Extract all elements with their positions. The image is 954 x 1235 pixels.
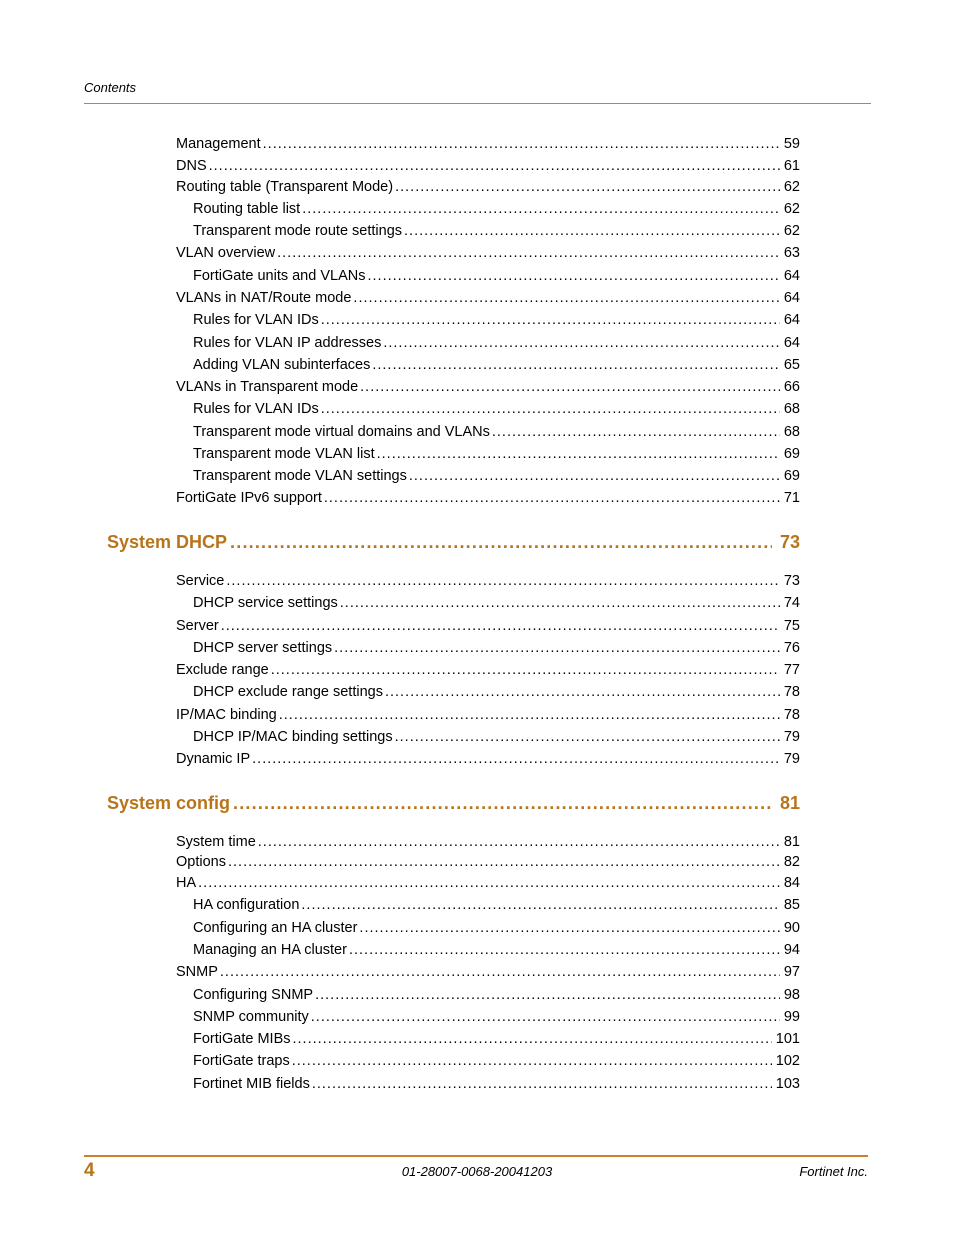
- toc-entry[interactable]: [176, 963, 800, 981]
- toc-entry[interactable]: [193, 1008, 800, 1026]
- toc-entry-page: 64: [783, 268, 800, 284]
- toc-entry-title: System config: [107, 793, 231, 813]
- toc-entry-title: DNS: [176, 158, 207, 174]
- toc-entry-title: Management: [176, 136, 261, 152]
- toc-entry-title: Rules for VLAN IP addresses: [193, 335, 382, 351]
- toc-entry[interactable]: [176, 572, 800, 590]
- toc-entry-title: VLANs in Transparent mode: [176, 379, 359, 395]
- toc-entry-title: Managing an HA cluster: [193, 942, 347, 958]
- toc-entry-page: 97: [783, 964, 800, 980]
- toc-entry-page: 101: [775, 1031, 800, 1047]
- toc-entry-page: 62: [783, 179, 800, 195]
- toc-entry[interactable]: [193, 467, 800, 485]
- toc-entry-page: 84: [783, 875, 800, 891]
- toc-entry-page: 81: [783, 834, 800, 850]
- toc-entry-page: 85: [783, 897, 800, 913]
- toc-entry[interactable]: [193, 639, 800, 657]
- toc-leader-dots: [302, 200, 780, 218]
- toc-entry-title: Routing table list: [193, 201, 301, 217]
- toc-entry-page: 71: [783, 490, 800, 506]
- toc-leader-dots: [226, 572, 780, 590]
- toc-leader-dots: [409, 467, 780, 485]
- toc-entry-page: 79: [783, 729, 800, 745]
- toc-leader-dots: [349, 941, 780, 959]
- toc-entry-title: IP/MAC binding: [176, 707, 277, 723]
- page-number: 4: [84, 1160, 95, 1181]
- toc-leader-dots: [395, 178, 780, 196]
- toc-entry[interactable]: [193, 400, 800, 418]
- toc-entry-title: System DHCP: [107, 532, 228, 552]
- toc-entry-page: 66: [783, 379, 800, 395]
- toc-leader-dots: [324, 489, 780, 507]
- toc-entry[interactable]: [193, 334, 800, 352]
- document-id: 01-28007-0068-20041203: [401, 1164, 553, 1179]
- toc-entry-page: 64: [783, 335, 800, 351]
- toc-leader-dots: [340, 594, 780, 612]
- toc-entry-page: 73: [783, 573, 800, 589]
- toc-entry-page: 103: [775, 1076, 800, 1092]
- toc-entry[interactable]: [193, 445, 800, 463]
- toc-entry-title: FortiGate traps: [193, 1053, 290, 1069]
- toc-entry[interactable]: [193, 356, 800, 374]
- toc-leader-dots: [372, 356, 780, 374]
- toc-entry-page: 79: [783, 751, 800, 767]
- toc-entry-page: 75: [783, 618, 800, 634]
- toc-entry-title: DHCP server settings: [193, 640, 333, 656]
- toc-entry-page: 81: [779, 793, 800, 813]
- toc-entry-page: 68: [783, 401, 800, 417]
- toc-leader-dots: [492, 423, 780, 441]
- toc-entry[interactable]: [176, 661, 800, 679]
- toc-entry-page: 69: [783, 446, 800, 462]
- toc-entry-title: DHCP service settings: [193, 595, 338, 611]
- toc-leader-dots: [220, 963, 780, 981]
- footer-divider: [84, 1155, 868, 1157]
- toc-entry-page: 98: [783, 987, 800, 1003]
- toc-entry[interactable]: [176, 289, 800, 307]
- toc-entry-title: Fortinet MIB fields: [193, 1076, 310, 1092]
- toc-entry-title: Transparent mode virtual domains and VLANs: [193, 424, 490, 440]
- toc-entry[interactable]: [176, 489, 800, 507]
- toc-leader-dots: [334, 639, 780, 657]
- toc-leader-dots: [292, 1052, 772, 1070]
- toc-entry-title: Transparent mode VLAN settings: [193, 468, 407, 484]
- toc-leader-dots: [315, 986, 780, 1004]
- toc-leader-dots: [209, 157, 780, 175]
- toc-leader-dots: [359, 919, 779, 937]
- toc-entry[interactable]: [176, 157, 800, 175]
- toc-leader-dots: [263, 135, 780, 153]
- toc-entry[interactable]: [176, 135, 800, 153]
- toc-entry-title: Configuring SNMP: [193, 987, 314, 1003]
- toc-entry-page: 62: [783, 223, 800, 239]
- toc-leader-dots: [279, 706, 780, 724]
- toc-entry[interactable]: [176, 178, 800, 196]
- toc-leader-dots: [198, 874, 780, 892]
- toc-entry-title: HA configuration: [193, 897, 300, 913]
- toc-entry-title: SNMP community: [193, 1009, 309, 1025]
- toc-entry-page: 59: [783, 136, 800, 152]
- toc-entry-title: VLANs in NAT/Route mode: [176, 290, 352, 306]
- toc-entry[interactable]: [193, 267, 800, 285]
- toc-leader-dots: [321, 400, 780, 418]
- toc-entry-title: DHCP IP/MAC binding settings: [193, 729, 393, 745]
- toc-leader-dots: [367, 267, 779, 285]
- toc-entry[interactable]: [176, 874, 800, 892]
- toc-entry-page: 76: [783, 640, 800, 656]
- toc-entry[interactable]: [193, 311, 800, 329]
- toc-leader-dots: [360, 378, 780, 396]
- toc-entry-title: DHCP exclude range settings: [193, 684, 383, 700]
- toc-entry-title: FortiGate MIBs: [193, 1031, 291, 1047]
- toc-entry[interactable]: [176, 853, 800, 871]
- toc-entry[interactable]: [193, 728, 800, 746]
- toc-entry[interactable]: [193, 941, 800, 959]
- toc-leader-dots: [233, 792, 772, 814]
- toc-entry-title: Exclude range: [176, 662, 269, 678]
- toc-leader-dots: [385, 683, 780, 701]
- toc-entry-title: FortiGate IPv6 support: [176, 490, 322, 506]
- toc-leader-dots: [395, 728, 780, 746]
- toc-entry-title: Rules for VLAN IDs: [193, 312, 319, 328]
- toc-entry[interactable]: [176, 378, 800, 396]
- toc-entry[interactable]: [193, 222, 800, 240]
- toc-entry-page: 99: [783, 1009, 800, 1025]
- running-header: Contents: [84, 80, 137, 95]
- toc-entry-page: 61: [783, 158, 800, 174]
- company-name: Fortinet Inc.: [799, 1164, 868, 1179]
- toc-entry[interactable]: [176, 833, 800, 851]
- toc-entry-title: VLAN overview: [176, 245, 276, 261]
- toc-entry-title: Rules for VLAN IDs: [193, 401, 319, 417]
- toc-entry-title: Routing table (Transparent Mode): [176, 179, 394, 195]
- toc-entry-page: 77: [783, 662, 800, 678]
- toc-leader-dots: [301, 896, 779, 914]
- toc-leader-dots: [271, 661, 780, 679]
- toc-entry-page: 62: [783, 201, 800, 217]
- toc-entry-page: 64: [783, 290, 800, 306]
- toc-entry-title: Configuring an HA cluster: [193, 920, 358, 936]
- toc-entry-page: 63: [783, 245, 800, 261]
- header-divider: [84, 103, 871, 104]
- toc-entry-title: Service: [176, 573, 225, 589]
- toc-entry-title: Transparent mode VLAN list: [193, 446, 375, 462]
- toc-entry[interactable]: [176, 617, 800, 635]
- toc-entry-page: 78: [783, 707, 800, 723]
- toc-leader-dots: [404, 222, 780, 240]
- toc-leader-dots: [321, 311, 780, 329]
- toc-entry-page: 102: [775, 1053, 800, 1069]
- toc-entry-title: FortiGate units and VLANs: [193, 268, 366, 284]
- toc-entry[interactable]: [193, 423, 800, 441]
- toc-entry-page: 69: [783, 468, 800, 484]
- toc-entry-title: Server: [176, 618, 219, 634]
- toc-leader-dots: [277, 244, 780, 262]
- toc-entry[interactable]: [193, 919, 800, 937]
- toc-entry[interactable]: [193, 1075, 800, 1093]
- toc-entry-page: 90: [783, 920, 800, 936]
- toc-entry[interactable]: [176, 706, 800, 724]
- toc-entry[interactable]: [176, 750, 800, 768]
- toc-chapter-entry[interactable]: [107, 531, 800, 553]
- toc-entry[interactable]: [193, 594, 800, 612]
- toc-entry-title: Adding VLAN subinterfaces: [193, 357, 371, 373]
- toc-entry[interactable]: [193, 896, 800, 914]
- toc-entry[interactable]: [193, 1052, 800, 1070]
- toc-leader-dots: [252, 750, 780, 768]
- toc-leader-dots: [377, 445, 780, 463]
- toc-entry-page: 74: [783, 595, 800, 611]
- toc-leader-dots: [311, 1008, 780, 1026]
- toc-leader-dots: [293, 1030, 772, 1048]
- toc-entry-page: 78: [783, 684, 800, 700]
- toc-entry-page: 82: [783, 854, 800, 870]
- toc-entry-title: HA: [176, 875, 197, 891]
- toc-entry-title: Options: [176, 854, 226, 870]
- toc-leader-dots: [312, 1075, 772, 1093]
- toc-entry-page: 65: [783, 357, 800, 373]
- toc-leader-dots: [383, 334, 780, 352]
- toc-leader-dots: [353, 289, 779, 307]
- toc-chapter-entry[interactable]: [107, 792, 800, 814]
- toc-entry-page: 94: [783, 942, 800, 958]
- toc-leader-dots: [258, 833, 780, 851]
- toc-entry[interactable]: [193, 1030, 800, 1048]
- toc-entry-title: SNMP: [176, 964, 218, 980]
- toc-entry-title: Dynamic IP: [176, 751, 251, 767]
- toc-entry-title: Transparent mode route settings: [193, 223, 403, 239]
- toc-entry-page: 68: [783, 424, 800, 440]
- toc-entry-page: 64: [783, 312, 800, 328]
- toc-entry[interactable]: [193, 683, 800, 701]
- toc-entry-title: System time: [176, 834, 256, 850]
- toc-entry[interactable]: [193, 200, 800, 218]
- toc-entry[interactable]: [193, 986, 800, 1004]
- toc-entry-page: 73: [779, 532, 800, 552]
- toc-entry[interactable]: [176, 244, 800, 262]
- toc-leader-dots: [228, 853, 780, 871]
- toc-leader-dots: [221, 617, 780, 635]
- toc-leader-dots: [230, 531, 772, 553]
